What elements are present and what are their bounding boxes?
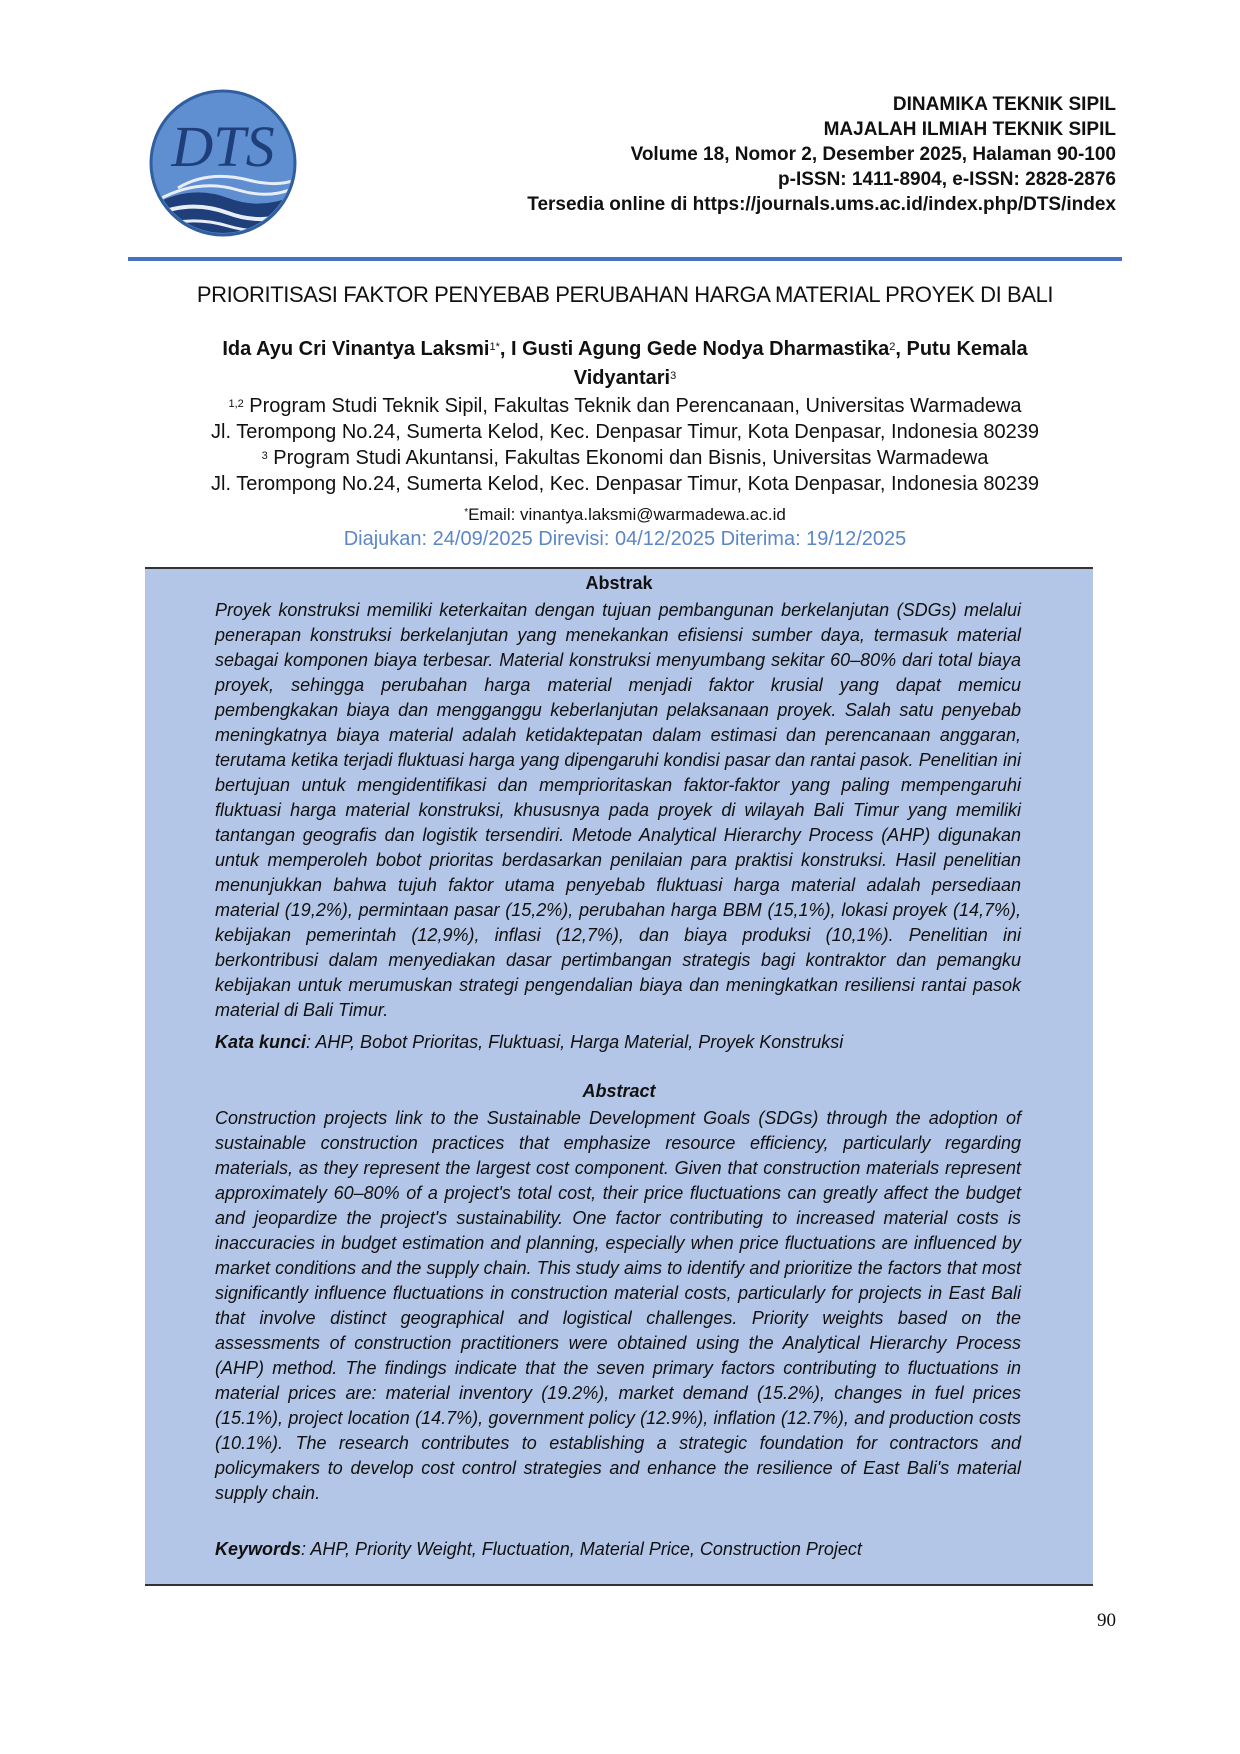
author-name: Ida Ayu Cri Vinantya Laksmi bbox=[222, 338, 490, 360]
header-rule bbox=[128, 257, 1122, 261]
affiliation-text: Program Studi Akuntansi, Fakultas Ekonomi dan Bisnis, Universitas Warmadewa bbox=[267, 447, 989, 469]
page-number: 90 bbox=[1097, 1610, 1116, 1631]
affiliation-sup: 3 bbox=[261, 450, 268, 462]
submission-dates: Diajukan: 24/09/2025 Direvisi: 04/12/2025 Diterima: 19/12/2025 bbox=[343, 528, 907, 550]
author-sup: 1* bbox=[489, 341, 500, 353]
abstrak-text: Proyek konstruksi memiliki keterkaitan dengan tujuan pembangunan berkelanjutan (SDGs) melalui penerapan konstruksi berkelanjutan yang menekankan efisiensi sumber daya, termasuk material sebagai komponen biaya terbesar. Material konstruksi menyumbang sekitar 60–80% dari total biaya proyek, sehingga perubahan harga material menjadi faktor krusial yang dapat memicu pembengkakan biaya dan mengganggu keberlanjutan pelaksanaan proyek. Salah satu penyebab meningkatnya biaya material adalah ketidaktepatan dalam estimasi dan perencanaan anggaran, terutama ketika terjadi fluktuasi harga yang dipengaruhi kondisi pasar dan rantai pasok. Penelitian ini bertujuan untuk mengidentifikasi dan memprioritaskan faktor-faktor yang paling mempengaruhi fluktuasi harga material konstruksi, khususnya pada proyek di wilayah Bali Timur yang memiliki tantangan geografis dan logistik tersendiri. Metode Analytical Hierarchy Process (AHP) digunakan untuk memperoleh bobot prioritas berdasarkan penilaian para praktisi konstruksi. Hasil penelitian menunjukkan bahwa tujuh faktor utama penyebab fluktuasi harga material adalah persediaan material (19,2%), permintaan pasar (15,2%), perubahan harga BBM (15,1%), lokasi proyek (14,7%), kebijakan pemerintah (12,9%), inflasi (12,7%), dan biaya produksi (10,1%). Penelitian ini berkontribusi dalam menyediakan dasar pertimbangan strategis bagi kontraktor dan pemangku kebijakan untuk merumuskan strategi pengendalian biaya dan meningkatkan resiliensi rantai pasok material di Bali Timur. bbox=[215, 600, 1021, 1020]
journal-subtitle: MAJALAH ILMIAH TEKNIK SIPIL bbox=[823, 119, 1116, 140]
journal-online: Tersedia online di https://journals.ums.ac.id/index.php/DTS/index bbox=[527, 194, 1116, 215]
journal-volume: Volume 18, Nomor 2, Desember 2025, Halaman 90-100 bbox=[630, 144, 1116, 165]
affiliation-address-1 bbox=[128, 419, 1122, 445]
author-sup: 2 bbox=[889, 341, 896, 353]
dts-logo bbox=[148, 88, 298, 238]
paper-title: PRIORITISASI FAKTOR PENYEBAB PERUBAHAN HARGA MATERIAL PROYEK DI BALI bbox=[196, 282, 1054, 307]
abstract-heading: Abstract bbox=[582, 1081, 656, 1101]
email-text: Email: vinantya.laksmi@warmadewa.ac.id bbox=[468, 505, 786, 524]
kata-kunci-label: Kata kunci bbox=[215, 1032, 307, 1052]
abstract-text: Construction projects link to the Sustainable Development Goals (SDGs) through the adoption of sustainable construction practices that emphasize resource efficiency, particularly regarding materials, as they represent the largest cost component. Given that construction materials represent approximately 60–80% of a project's total cost, their price fluctuations can greatly affect the budget and jeopardize the project's sustainability. One factor contributing to increased material costs is inaccuracies in budget estimation and planning, especially when price fluctuations are influenced by market conditions and the supply chain. This study aims to identify and prioritize the factors that most significantly influence fluctuations in construction material costs, particularly for projects in East Bali that involve distinct geographical and logistical challenges. Priority weights based on the assessments of construction practitioners were obtained using the Analytical Hierarchy Process (AHP) method. The findings indicate that the seven primary factors contributing to fluctuations in material prices are: material inventory (19.2%), market demand (15.2%), changes in fuel prices (15.1%), project location (14.7%), government policy (12.9%), inflation (12.7%), and production costs (10.1%). The research contributes to establishing a strategic foundation for contractors and policymakers to develop cost control strategies and enhance the resilience of East Bali's material supply chain. bbox=[215, 1108, 1021, 1503]
author-list: Ida Ayu Cri Vinantya Laksmi$^{1*}$, I Gusti Agung Gede Nodya Dharmastika$^2$, Putu Kemala Vidyantari$^3$ bbox=[222, 338, 1028, 389]
kata-kunci bbox=[215, 1032, 1021, 1053]
author-sup: 3 bbox=[670, 370, 677, 382]
abstrak-heading: Abstrak bbox=[585, 573, 653, 593]
affiliation-address-2 bbox=[128, 471, 1122, 497]
affiliation-text: Program Studi Teknik Sipil, Fakultas Teknik dan Perencanaan, Universitas Warmadewa bbox=[243, 395, 1022, 417]
journal-info bbox=[527, 92, 1116, 217]
kata-kunci-text: : AHP, Bobot Prioritas, Fluktuasi, Harga Material, Proyek Konstruksi bbox=[306, 1032, 844, 1052]
affiliation-2 bbox=[128, 445, 1122, 471]
journal-issn: p-ISSN: 1411-8904, e-ISSN: 2828-2876 bbox=[778, 169, 1116, 190]
affiliation-text: Jl. Terompong No.24, Sumerta Kelod, Kec. Denpasar Timur, Kota Denpasar, Indonesia 80239 bbox=[211, 421, 1039, 443]
author-name: Putu Kemala Vidyantari bbox=[573, 338, 1028, 389]
keywords-label: Keywords bbox=[215, 1539, 302, 1559]
keywords-text: : AHP, Priority Weight, Fluctuation, Material Price, Construction Project bbox=[301, 1539, 862, 1559]
affiliation-sup: 1,2 bbox=[228, 398, 244, 410]
email-sup: * bbox=[464, 507, 469, 518]
affiliation-text: Jl. Terompong No.24, Sumerta Kelod, Kec. Denpasar Timur, Kota Denpasar, Indonesia 80239 bbox=[211, 473, 1039, 495]
logo-text: DTS bbox=[171, 114, 275, 179]
abstract-box bbox=[145, 567, 1093, 1586]
author-name: I Gusti Agung Gede Nodya Dharmastika bbox=[511, 338, 890, 360]
affiliation-1 bbox=[128, 393, 1122, 419]
journal-name: DINAMIKA TEKNIK SIPIL bbox=[892, 94, 1116, 115]
keywords bbox=[215, 1539, 1021, 1560]
corresponding-email bbox=[128, 504, 1122, 526]
